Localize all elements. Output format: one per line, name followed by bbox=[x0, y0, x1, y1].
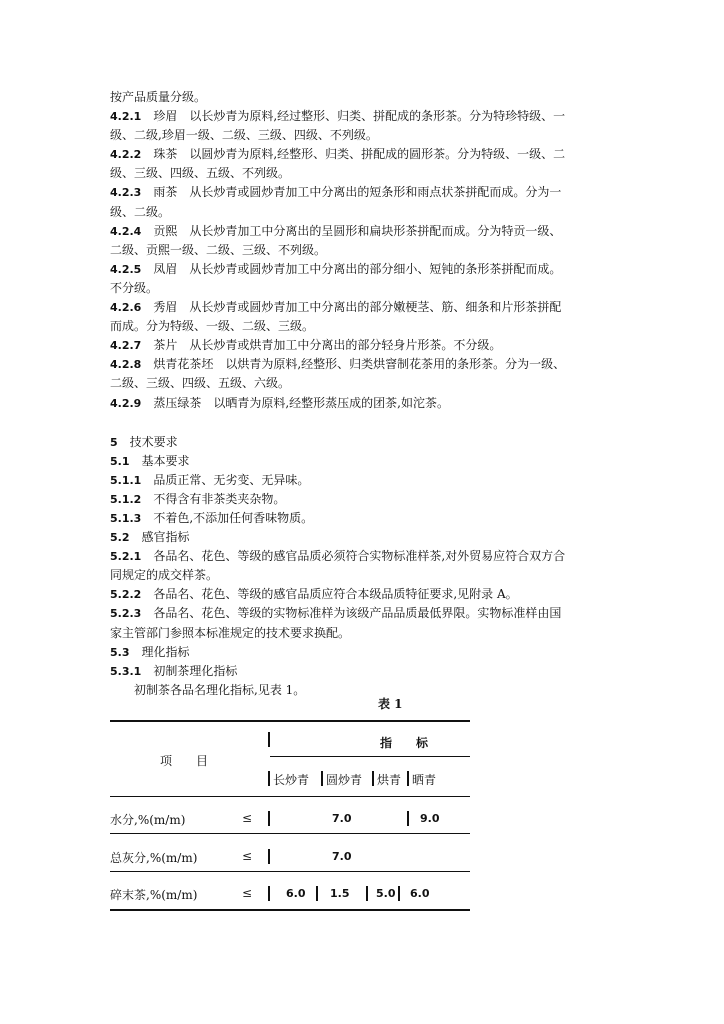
clause-number: 5.1.2 bbox=[110, 492, 142, 506]
row-label-ash: 总灰分,%(m/m) bbox=[110, 851, 198, 865]
clause-text: 初制茶各品名理化指标,见表 1。 bbox=[110, 682, 306, 697]
clause-text: 基本要求 bbox=[129, 453, 190, 468]
clause-number: 5.2 bbox=[110, 531, 130, 545]
clause-text: 级、二级。 bbox=[110, 204, 171, 219]
clause-text: 贡熙 从长炒青加工中分离出的呈圆形和扁块形茶拼配而成。分为特贡一级、 bbox=[141, 223, 562, 238]
clause-text: 感官指标 bbox=[129, 530, 190, 545]
text-line bbox=[110, 681, 590, 700]
row-divider-fines-1 bbox=[316, 886, 318, 901]
col-header-2: 圆炒青 bbox=[326, 773, 363, 787]
col-header-4: 晒青 bbox=[412, 773, 437, 787]
clause-number: 5.3.1 bbox=[110, 664, 142, 678]
text-line bbox=[110, 336, 590, 355]
clause-number: 4.2.2 bbox=[110, 148, 142, 162]
ash-value: 7.0 bbox=[332, 850, 352, 863]
text-line bbox=[110, 490, 590, 509]
row-rule-1 bbox=[110, 833, 470, 834]
section-gap bbox=[110, 413, 590, 433]
text-line bbox=[110, 298, 590, 317]
col-divider-3 bbox=[407, 771, 409, 786]
clause-text: 级、二级,珍眉一级、二级、三级、四级、不列级。 bbox=[110, 128, 378, 143]
clause-text: 同规定的成交样茶。 bbox=[110, 568, 219, 583]
clause-text: 蒸压绿茶 以晒青为原料,经整形蒸压成的团茶,如沱茶。 bbox=[141, 395, 449, 410]
clause-number: 4.2.4 bbox=[110, 224, 142, 238]
text-line bbox=[110, 241, 590, 260]
col-header-1: 长炒青 bbox=[273, 773, 310, 787]
text-line bbox=[110, 547, 590, 566]
clause-text: 级、三级、四级、五级、不列级。 bbox=[110, 166, 291, 181]
clause-number: 4.2.9 bbox=[110, 396, 142, 410]
row-divider-fines-0 bbox=[268, 886, 270, 901]
clause-text: 茶片 从长炒青或烘青加工中分离出的部分轻身片形茶。不分级。 bbox=[141, 338, 502, 353]
row-op-fines: ≤ bbox=[242, 886, 253, 900]
clause-text: 按产品质量分级。 bbox=[110, 90, 207, 104]
clause-number: 5.1.1 bbox=[110, 473, 142, 487]
text-line bbox=[110, 88, 590, 107]
text-line bbox=[110, 604, 590, 623]
clause-number: 5.2.2 bbox=[110, 588, 142, 602]
clause-text: 各品名、花色、等级的感官品质应符合本级品质特征要求,见附录 A。 bbox=[141, 587, 518, 602]
row-divider-water-2 bbox=[407, 811, 409, 826]
header-mid-rule bbox=[270, 756, 470, 757]
text-line bbox=[110, 394, 590, 413]
text-line bbox=[110, 662, 590, 681]
clause-text: 初制茶理化指标 bbox=[141, 663, 238, 678]
clause-number: 4.2.7 bbox=[110, 339, 142, 353]
water-value-main: 7.0 bbox=[332, 812, 352, 825]
clause-text: 不得含有非茶类夹杂物。 bbox=[141, 491, 286, 506]
text-line bbox=[110, 222, 590, 241]
fines-value-2: 1.5 bbox=[330, 887, 350, 900]
clause-text: 各品名、花色、等级的感官品质必须符合实物标准样茶,对外贸易应符合双方合 bbox=[141, 549, 566, 564]
clause-number: 5 bbox=[110, 435, 118, 449]
clause-text: 技术要求 bbox=[117, 434, 178, 449]
text-line bbox=[110, 471, 590, 490]
text-line bbox=[110, 452, 590, 471]
water-value-sun: 9.0 bbox=[420, 812, 440, 825]
clause-text: 烘青花茶坯 以烘青为原料,经整形、归类烘窨制花茶用的条形茶。分为一级、 bbox=[141, 357, 566, 372]
header-item: 项 目 bbox=[160, 754, 209, 768]
text-line bbox=[110, 528, 590, 547]
text-line bbox=[110, 317, 590, 336]
col-divider-1 bbox=[321, 771, 323, 786]
row-divider-fines-2 bbox=[366, 886, 368, 901]
text-line bbox=[110, 145, 590, 164]
row-op-water: ≤ bbox=[242, 811, 253, 825]
fines-value-4: 6.0 bbox=[410, 887, 430, 900]
clause-text: 珠茶 以圆炒青为原料,经整形、归类、拼配成的圆形茶。分为特级、一级、二 bbox=[141, 147, 566, 162]
row-label-water: 水分,%(m/m) bbox=[110, 813, 186, 827]
text-line bbox=[110, 624, 590, 643]
row-divider-fines-3 bbox=[398, 886, 400, 901]
row-label-fines: 碎末茶,%(m/m) bbox=[110, 888, 198, 902]
table-bottom-rule bbox=[110, 909, 470, 911]
clause-text: 家主管部门参照本标准规定的技术要求换配。 bbox=[110, 625, 351, 640]
text-line bbox=[110, 203, 590, 222]
clause-number: 5.1 bbox=[110, 454, 130, 468]
clause-text: 各品名、花色、等级的实物标准样为该级产品品质最低界限。实物标准样由国 bbox=[141, 606, 562, 621]
clause-text: 不分级。 bbox=[110, 280, 159, 295]
clause-text: 雨茶 从长炒青或圆炒青加工中分离出的短条形和雨点状茶拼配而成。分为一 bbox=[141, 185, 562, 200]
clause-number: 4.2.8 bbox=[110, 358, 142, 372]
fines-value-1: 6.0 bbox=[286, 887, 306, 900]
clause-number: 4.2.6 bbox=[110, 301, 142, 315]
col-divider-0 bbox=[268, 771, 270, 786]
text-line bbox=[110, 566, 590, 585]
text-line bbox=[110, 260, 590, 279]
text-line bbox=[110, 183, 590, 202]
row-op-ash: ≤ bbox=[242, 849, 253, 863]
row-divider-water bbox=[268, 811, 270, 826]
clause-number: 5.2.3 bbox=[110, 607, 142, 621]
header-bottom-rule bbox=[110, 796, 470, 797]
clause-number: 5.2.1 bbox=[110, 550, 142, 564]
clause-text: 二级、三级、四级、五级、六级。 bbox=[110, 376, 291, 391]
body-text bbox=[110, 88, 590, 700]
clause-text: 不着色,不添加任何香味物质。 bbox=[141, 510, 314, 525]
col-divider-2 bbox=[372, 771, 374, 786]
text-line bbox=[110, 164, 590, 183]
table-caption: 表 1 bbox=[378, 697, 403, 711]
header-divider bbox=[268, 732, 270, 747]
clause-number: 5.3 bbox=[110, 645, 130, 659]
text-line bbox=[110, 643, 590, 662]
spec-table bbox=[110, 714, 470, 924]
clause-number: 5.1.3 bbox=[110, 511, 142, 525]
clause-number: 4.2.5 bbox=[110, 262, 142, 276]
text-line bbox=[110, 433, 590, 452]
clause-text: 而成。分为特级、一级、二级、三级。 bbox=[110, 319, 315, 334]
clause-text: 理化指标 bbox=[129, 644, 190, 659]
clause-text: 秀眉 从长炒青或圆炒青加工中分离出的部分嫩梗茎、筋、细条和片形茶拼配 bbox=[141, 300, 562, 315]
clause-text: 凤眉 从长炒青或圆炒青加工中分离出的部分细小、短钝的条形茶拼配而成。 bbox=[141, 261, 562, 276]
clause-text: 二级、贡熙一级、二级、三级、不列级。 bbox=[110, 242, 327, 257]
text-line bbox=[110, 585, 590, 604]
clause-text: 珍眉 以长炒青为原料,经过整形、归类、拼配成的条形茶。分为特珍特级、一 bbox=[141, 109, 566, 124]
fines-value-3: 5.0 bbox=[376, 887, 396, 900]
text-line bbox=[110, 279, 590, 298]
row-rule-2 bbox=[110, 871, 470, 872]
text-line bbox=[110, 355, 590, 374]
text-line bbox=[110, 107, 590, 126]
table-top-rule bbox=[110, 720, 470, 722]
col-header-3: 烘青 bbox=[377, 773, 402, 787]
clause-text: 品质正常、无劣变、无异味。 bbox=[141, 472, 310, 487]
text-line bbox=[110, 509, 590, 528]
header-index: 指 标 bbox=[380, 736, 429, 750]
clause-number: 4.2.1 bbox=[110, 110, 142, 124]
clause-number: 4.2.3 bbox=[110, 186, 142, 200]
text-line bbox=[110, 126, 590, 145]
row-divider-ash bbox=[268, 849, 270, 864]
text-line bbox=[110, 374, 590, 393]
